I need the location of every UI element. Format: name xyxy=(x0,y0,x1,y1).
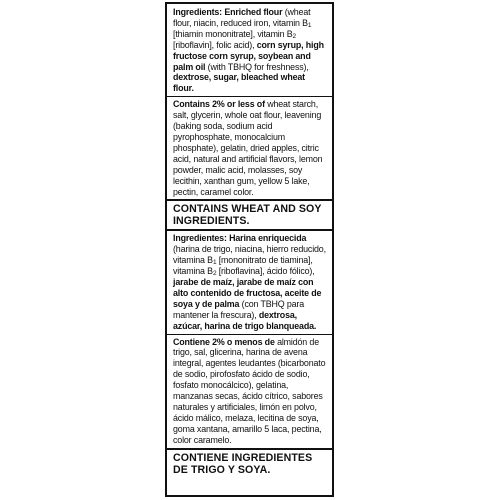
divider xyxy=(167,448,332,450)
bold-text-run: Enriched flour xyxy=(224,7,283,17)
bold-text-run: corn syrup, high fructose corn syrup, soybean and palm oil xyxy=(173,39,324,72)
ingredients-es-paragraph xyxy=(173,233,327,331)
allergen-statement-en: CONTAINS WHEAT AND SOY INGREDIENTS. xyxy=(173,203,322,228)
text-run: (with TBHQ for freshness), xyxy=(205,61,309,72)
contains-less-es-paragraph xyxy=(173,337,327,446)
text-run: (harina de trigo, niacina, hierro reducido, vitamina B xyxy=(173,244,326,266)
divider xyxy=(167,96,332,97)
bold-text-run: dextrose, sugar, bleached wheat flour. xyxy=(173,72,305,94)
ingredients-label xyxy=(165,2,334,497)
text-run: (con TBHQ para mantener la frescura), xyxy=(173,298,304,320)
bold-text-run: Contains 2% or less of xyxy=(173,99,265,110)
bold-text-run: Contiene 2% o menos de xyxy=(173,336,275,347)
text-run: (wheat flour, niacin, reduced iron, vitamin B xyxy=(173,7,311,28)
subscript-text: 1 xyxy=(307,21,312,29)
text-run: [mononitrato de tiamina], vitamina B xyxy=(173,255,313,277)
ingredients-heading: Ingredients: xyxy=(173,7,222,17)
allergen-statement-es: CONTIENE INGREDIENTES DE TRIGO Y SOYA. xyxy=(173,451,313,476)
divider xyxy=(167,199,332,201)
subscript-text: 2 xyxy=(292,32,296,40)
bold-text-run: Ingredientes: Harina enriquecida xyxy=(173,233,307,244)
subscript-text: 1 xyxy=(212,259,217,267)
ingredients-en-paragraph xyxy=(173,7,327,94)
text-run: [riboflavin], folic acid), xyxy=(173,39,257,50)
text-run: [riboflavina], ácido fólico), xyxy=(216,266,315,277)
divider xyxy=(167,229,332,231)
bold-text-run: dextrosa, azúcar, harina de trigo blanqueada. xyxy=(173,309,317,331)
divider xyxy=(167,334,332,335)
bold-text-run: jarabe de maíz, jarabe de maíz con alto contenido de fructosa, aceite de soya y de palma xyxy=(173,277,322,309)
contains-less-en-paragraph xyxy=(173,99,327,197)
text-run: wheat starch, salt, glycerin, whole oat flour, leavening (baking soda, sodium acid pyrophosphate, monocalcium phosphate), gelatin, dried apples, citric acid, natural and artificial flavors, lemon powder, malic acid, molasses, soy lecithin, xanthan gum, yellow 5 lake, pectin, caramel color. xyxy=(173,99,323,197)
ingredients-en-text xyxy=(173,7,324,93)
text-run: almidón de trigo, sal, glicerina, harina de avena integral, agentes leudantes (bicarbonato de sodio, pirofosfato ácido de sodio, fosfato monocálcico), gelatina, manzanas secas, ácido cítrico, sabores naturales y artificiales, limón en polvo, ácido málico, melaza, lecitina de soya, goma xantana, amarillo 5 laca, pectina, color caramelo. xyxy=(173,336,326,445)
subscript-text: 2 xyxy=(212,270,217,278)
text-run: [thiamin mononitrate], vitamin B xyxy=(173,28,293,39)
